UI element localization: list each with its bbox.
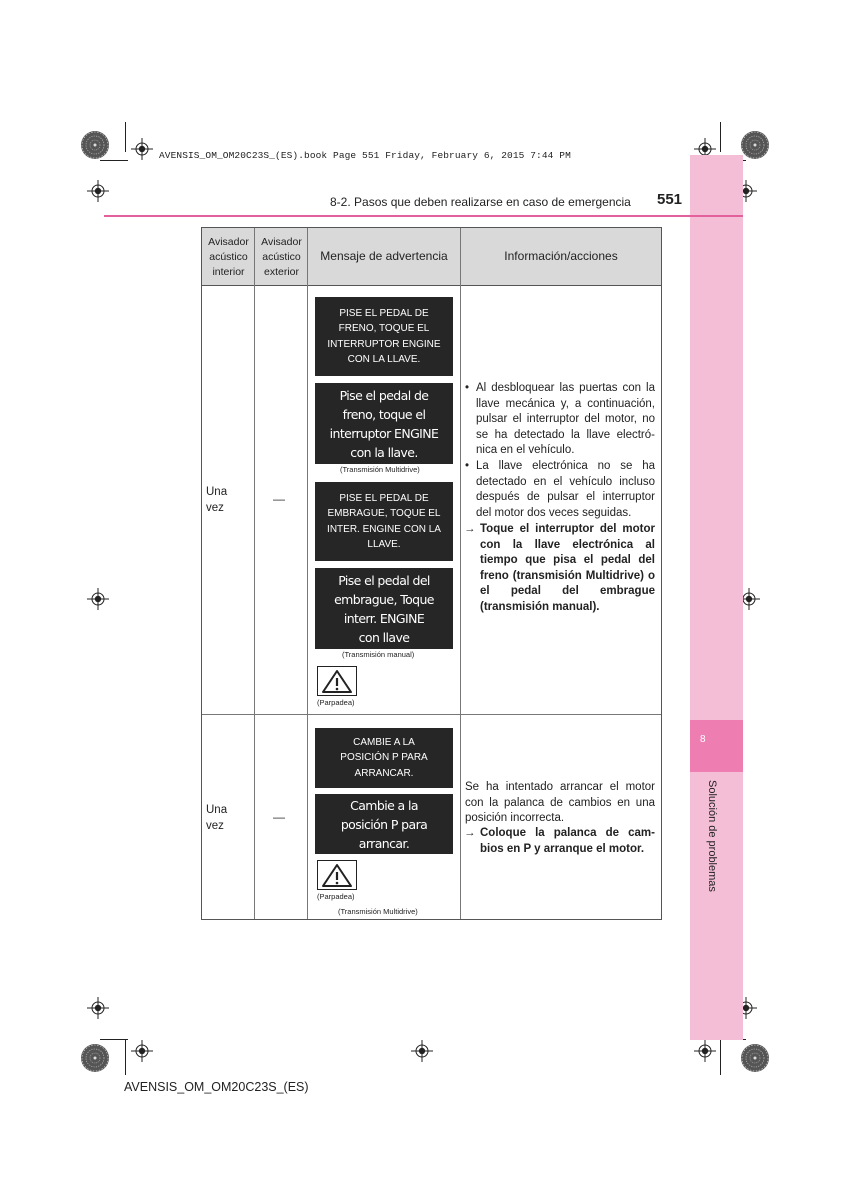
info-text [465,780,655,827]
crop-line [125,122,126,152]
arrow-icon: → [464,523,476,535]
row1-interior-buzzer: Una vez [206,486,228,514]
display-caption: (Transmisión manual) [342,650,415,659]
arrow-icon: → [464,827,476,839]
bullet-mark: • [465,460,470,472]
warning-triangle-icon [321,669,353,694]
crosshair-mark-icon [87,997,109,1019]
action-instruction [464,826,655,857]
crop-line [125,1040,126,1075]
column-divider [307,228,308,919]
bullet-mark: • [465,382,470,394]
row2-exterior-buzzer: — [273,810,285,824]
message-display: CAMBIE A LA POSICIÓN P PARA ARRANCAR. [315,728,453,788]
registration-rosette-icon [740,1043,770,1073]
row-divider [202,714,661,715]
action-instruction [464,522,655,616]
column-divider [254,228,255,919]
info-bullet-text: Al desbloquear las puertas con la llave mecánica y, a continuación, pulsar el interruptor del motor, no se ha detectado la llave electró-nica en el vehículo. [476,382,655,457]
crosshair-mark-icon [411,1040,433,1062]
warning-table [201,227,662,920]
registration-rosette-icon [80,1043,110,1073]
chapter-side-tab [690,155,743,1040]
message-display: PISE EL PEDAL DE FRENO, TOQUE EL INTERRUPTOR ENGINE CON LA LLAVE. [315,297,453,376]
blink-caption: (Parpadea) [317,892,355,901]
footer-code: AVENSIS_OM_OM20C23S_(ES) [124,1080,309,1094]
crop-line [100,160,128,161]
registration-rosette-icon [740,130,770,160]
info-bullet [465,459,655,521]
crop-line [100,1039,128,1040]
chapter-number: 8 [700,734,706,745]
action-text: Coloque la palanca de cam-bios en P y arranque el motor. [480,827,655,855]
column-header-interior: Avisador acústico interior [208,235,249,278]
column-header-exterior: Avisador acústico exterior [261,235,302,278]
warning-light-box [317,860,357,890]
crosshair-mark-icon [87,588,109,610]
message-display: Pise el pedal de freno, toque el interruptor ENGINE con la llave. [315,383,453,464]
info-bullet [465,381,655,459]
message-display: PISE EL PEDAL DE EMBRAGUE, TOQUE EL INTER. ENGINE CON LA LLAVE. [315,482,453,561]
crosshair-mark-icon [87,180,109,202]
column-header-actions: Información/acciones [504,249,618,263]
header-rule [104,215,743,217]
message-display: Cambie a la posición P para arrancar. [315,794,453,854]
registration-rosette-icon [80,130,110,160]
message-display: Pise el pedal del embrague, Toque interr. ENGINE con llave [315,568,453,649]
crosshair-mark-icon [694,1040,716,1062]
print-header: AVENSIS_OM_OM20C23S_(ES).book Page 551 Friday, February 6, 2015 7:44 PM [159,150,571,161]
action-text: Toque el interruptor del motor con la llave electrónica al tiempo que pisa el pedal del freno (transmisión Multidrive) o el pedal del embrague (transmisión manual). [480,523,655,613]
warning-triangle-icon [321,863,353,888]
page-number: 551 [657,191,683,208]
info-body: Se ha intentado arrancar el motor con la palanca de cambios en una posición incorrecta. [465,781,655,825]
chapter-label: Solución de problemas [706,780,718,892]
section-title: 8-2. Pasos que deben realizarse en caso de emergencia [330,195,631,209]
crop-line [720,122,721,152]
warning-light-box [317,666,357,696]
blink-caption: (Parpadea) [317,698,355,707]
display-caption: (Transmisión Multidrive) [340,465,420,474]
info-bullet-text: La llave electrónica no se ha detectado en el vehículo incluso después de pulsar el interruptor del motor dos veces seguidas. [476,460,655,519]
crop-line [720,1040,721,1075]
column-divider [460,228,461,919]
row2-interior-buzzer: Una vez [206,804,228,832]
row1-exterior-buzzer: — [273,492,285,506]
display-caption: (Transmisión Multidrive) [338,907,418,916]
crosshair-mark-icon [131,1040,153,1062]
crosshair-mark-icon [131,138,153,160]
chapter-number-tab [690,720,743,772]
column-header-message: Mensaje de advertencia [320,249,448,263]
